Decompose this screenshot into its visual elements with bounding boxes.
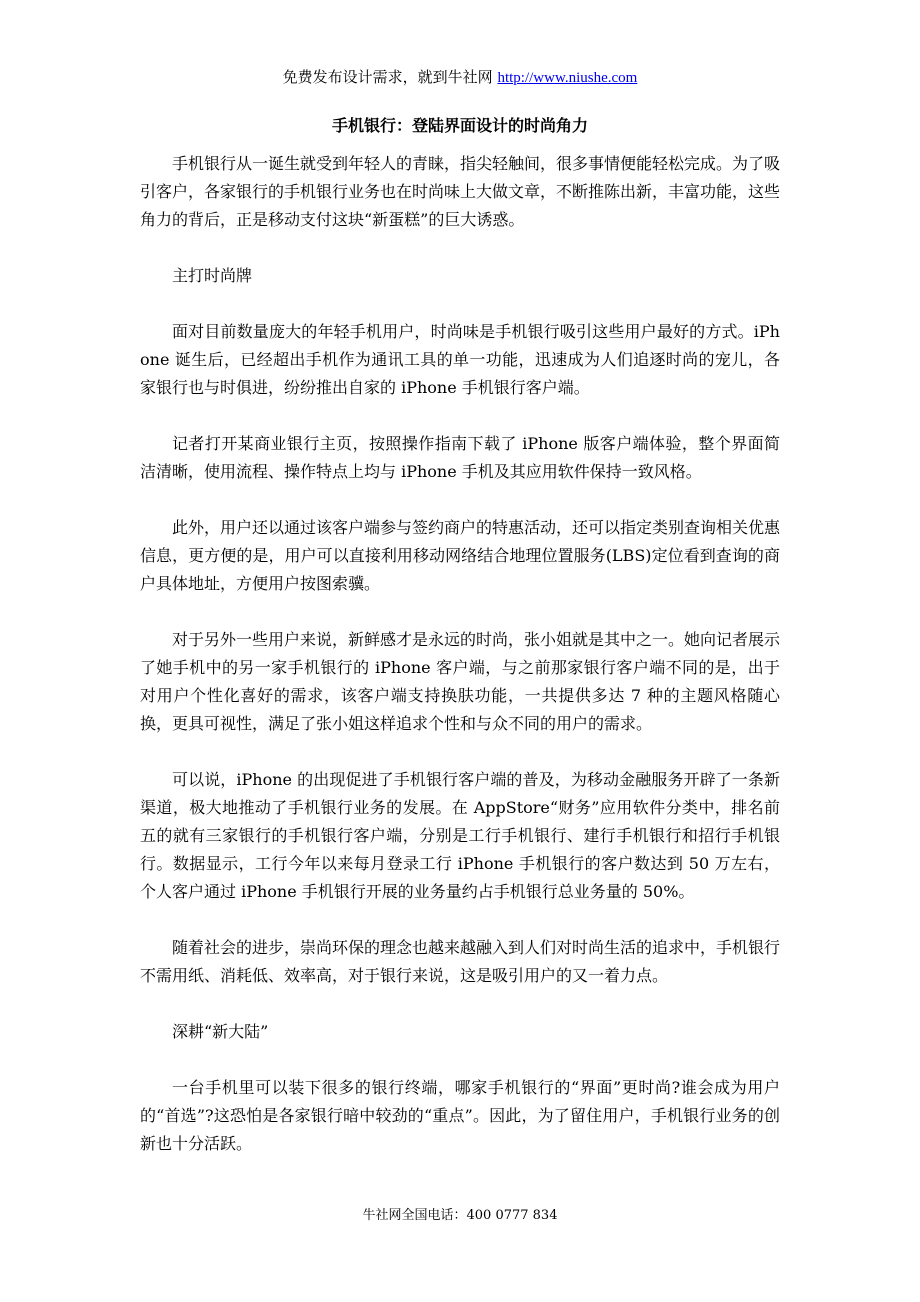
paragraph: 随着社会的进步，崇尚环保的理念也越来越融入到人们对时尚生活的追求中，手机银行不需用纸、消耗低、效率高，对于银行来说，这是吸引用户的又一着力点。 [140, 938, 781, 985]
paragraph: 对于另外一些用户来说，新鲜感才是永远的时尚，张小姐就是其中之一。她向记者展示了她手机中的另一家手机银行的 iPhone 客户端，与之前那家银行客户端不同的是，出于对用户个性化喜好的需求，该客户端支持换肤功能，一共提供多达 7 种的主题风格随心换，更具可视性，满足了张小姐这样追求个性和与众不同的用户的需求。 [140, 630, 781, 733]
page-footer: 牛社网全国电话：400 0777 834 [362, 1208, 558, 1223]
article-body [140, 150, 780, 1186]
page-header [0, 66, 920, 89]
paragraph: 一台手机里可以装下很多的银行终端，哪家手机银行的“界面”更时尚?谁会成为用户的“首选”?这恐怕是各家银行暗中较劲的“重点”。因此，为了留住用户，手机银行业务的创新也十分活跃。 [140, 1078, 780, 1153]
header-link[interactable]: http://www.niushe.com [497, 70, 638, 86]
paragraph: 手机银行从一诞生就受到年轻人的青睐，指尖轻触间，很多事情便能轻松完成。为了吸引客户，各家银行的手机银行业务也在时尚味上大做文章，不断推陈出新，丰富功能，这些角力的背后，正是移动支付这块“新蛋糕”的巨大诱惑。 [140, 154, 781, 229]
paragraph: 面对目前数量庞大的年轻手机用户，时尚味是手机银行吸引这些用户最好的方式。iPhone 诞生后，已经超出手机作为通讯工具的单一功能，迅速成为人们追逐时尚的宠儿，各家银行也与时俱进，纷纷推出自家的 iPhone 手机银行客户端。 [140, 322, 780, 397]
section-heading: 深耕“新大陆” [172, 1022, 269, 1041]
section-heading: 主打时尚牌 [172, 266, 253, 285]
paragraph: 记者打开某商业银行主页，按照操作指南下载了 iPhone 版客户端体验，整个界面简洁清晰，使用流程、操作特点上均与 iPhone 手机及其应用软件保持一致风格。 [140, 434, 780, 481]
paragraph: 可以说，iPhone 的出现促进了手机银行客户端的普及，为移动金融服务开辟了一条新渠道，极大地推动了手机银行业务的发展。在 AppStore“财务”应用软件分类中，排名前五的就有三家银行的手机银行客户端，分别是工行手机银行、建行手机银行和招行手机银行。数据显示，工行今年以来每月登录工行 iPhone 手机银行的客户数达到 50 万左右，个人客户通过 iPhone 手机银行开展的业务量约占手机银行总业务量的 50%。 [140, 770, 780, 901]
paragraph: 此外，用户还以通过该客户端参与签约商户的特惠活动，还可以指定类别查询相关优惠信息，更方便的是，用户可以直接利用移动网络结合地理位置服务(LBS)定位看到查询的商户具体地址，方便用户按图索骥。 [140, 518, 781, 593]
article-title: 手机银行：登陆界面设计的时尚角力 [331, 116, 588, 135]
header-text: 免费发布设计需求，就到牛社网 [282, 68, 498, 86]
